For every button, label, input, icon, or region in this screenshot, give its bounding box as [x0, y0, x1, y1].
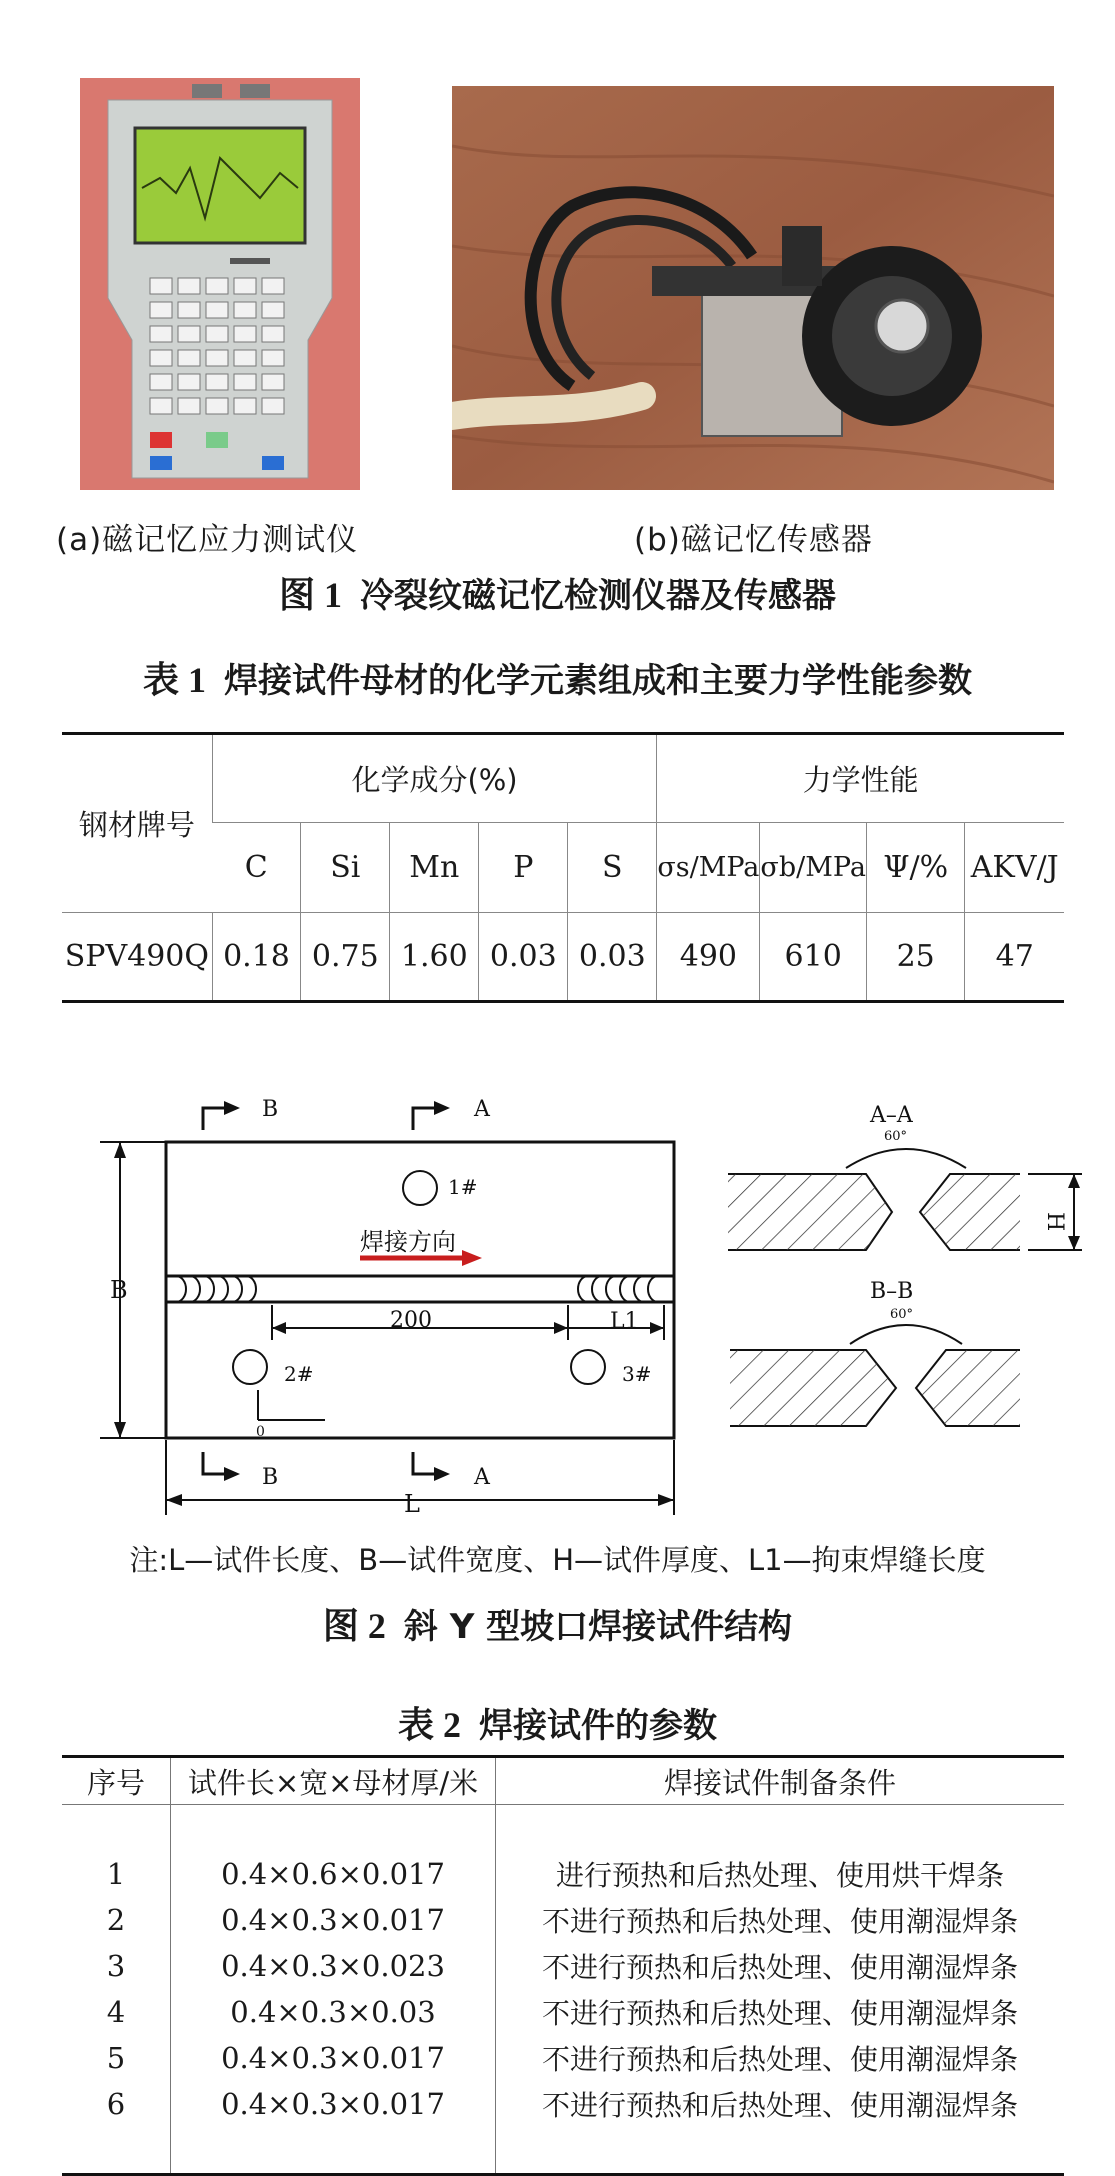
fig1-sub-a-caption: (a)磁记忆应力测试仪: [56, 522, 359, 558]
t2-no: 5: [106, 2041, 126, 2075]
label-section-aa: A–A: [870, 1103, 913, 1128]
fig2-number: 图 2: [322, 1606, 386, 1646]
table1: [62, 732, 1064, 1003]
fig1-number: 图 1: [278, 575, 342, 615]
label-a-bottom: A: [474, 1465, 490, 1490]
label-angle-bb: 60°: [890, 1307, 914, 1322]
table2-number: 表 2: [397, 1705, 461, 1745]
t1-cell: 0.18: [212, 913, 301, 1002]
t1-col-p: P: [479, 823, 568, 913]
label-dim-200: 200: [390, 1308, 432, 1333]
t2-size: 0.4×0.6×0.017: [171, 1851, 496, 1897]
t2-header-no: 序号: [62, 1757, 171, 1805]
t1-col-sigma-s: σs/MPa: [657, 823, 760, 913]
t2-condition: 不进行预热和后热处理、使用潮湿焊条: [496, 2081, 1065, 2127]
table-row: [62, 1943, 1064, 1989]
fig2-note: 注:L—试件长度、B—试件宽度、H—试件厚度、L1—拘束焊缝长度: [129, 1543, 986, 1577]
table-row: [62, 1851, 1064, 1897]
t2-size: 0.4×0.3×0.017: [171, 1897, 496, 1943]
t1-col-c: C: [212, 823, 301, 913]
fig2-title: [0, 1598, 1115, 1649]
t2-no: 1: [106, 1857, 126, 1891]
t2-header-size: 试件长×宽×母材厚/米: [171, 1757, 496, 1805]
t1-header-mech: 力学性能: [657, 734, 1064, 823]
table2-title-text: 焊接试件的参数: [479, 1706, 717, 1746]
t1-cell: 1.60: [390, 913, 479, 1002]
t1-header-material: 钢材牌号: [62, 734, 212, 913]
t2-condition: 不进行预热和后热处理、使用潮湿焊条: [496, 2035, 1065, 2081]
t1-material: SPV490Q: [62, 913, 212, 1002]
t1-cell: 490: [657, 913, 760, 1002]
label-weld-direction: 焊接方向: [360, 1228, 456, 1256]
table-row: [62, 1897, 1064, 1943]
t1-cell: 47: [965, 913, 1064, 1002]
t1-col-psi: Ψ/%: [866, 823, 964, 913]
t1-cell: 610: [760, 913, 867, 1002]
label-b-width: B: [110, 1276, 128, 1304]
label-h-thickness: H: [1042, 1212, 1067, 1232]
t1-col-si: Si: [301, 823, 390, 913]
table2-title: [0, 1697, 1115, 1748]
label-angle-aa: 60°: [884, 1129, 908, 1144]
t1-col-sigma-b: σb/MPa: [760, 823, 867, 913]
t1-cell: 0.75: [301, 913, 390, 1002]
fig1-title: [0, 567, 1115, 618]
label-a-top: A: [474, 1097, 490, 1122]
t1-cell: 25: [866, 913, 964, 1002]
t2-size: 0.4×0.3×0.017: [171, 2035, 496, 2081]
table-row: [62, 2081, 1064, 2127]
fig1-sub-b-caption: (b)磁记忆传感器: [634, 522, 873, 558]
label-hole-1: 1#: [448, 1175, 478, 1199]
t2-no: 3: [106, 1949, 126, 1983]
label-b-bottom: B: [262, 1465, 279, 1490]
sensor-photo: [452, 86, 1054, 490]
t1-cell: 0.03: [568, 913, 657, 1002]
t2-condition: 不进行预热和后热处理、使用潮湿焊条: [496, 1897, 1065, 1943]
tester-photo: [80, 78, 360, 490]
fig2-title-text: 斜 Y 型坡口焊接试件结构: [403, 1607, 793, 1647]
label-l1: L1: [610, 1309, 639, 1334]
t2-size: 0.4×0.3×0.023: [171, 1943, 496, 1989]
t2-condition: 不进行预热和后热处理、使用潮湿焊条: [496, 1989, 1065, 2035]
t2-no: 2: [106, 1903, 126, 1937]
t2-size: 0.4×0.3×0.03: [171, 1989, 496, 2035]
table-row: [62, 2035, 1064, 2081]
t2-condition: 不进行预热和后热处理、使用潮湿焊条: [496, 1943, 1065, 1989]
t1-col-mn: Mn: [390, 823, 479, 913]
t2-no: 4: [106, 1995, 126, 2029]
table2: [62, 1755, 1064, 2176]
fig1-title-text: 冷裂纹磁记忆检测仪器及传感器: [360, 576, 836, 616]
label-section-bb: B–B: [870, 1279, 914, 1304]
t1-col-s: S: [568, 823, 657, 913]
table-row: [62, 1989, 1064, 2035]
t1-col-akv: AKV/J: [965, 823, 1064, 913]
label-hole-2: 2#: [284, 1362, 314, 1386]
table1-title-text: 焊接试件母材的化学元素组成和主要力学性能参数: [224, 661, 972, 701]
t1-header-chem: 化学成分(%): [212, 734, 657, 823]
label-hole-3: 3#: [622, 1362, 652, 1386]
t2-condition: 进行预热和后热处理、使用烘干焊条: [496, 1851, 1065, 1897]
t2-header-condition: 焊接试件制备条件: [496, 1757, 1065, 1805]
t2-no: 6: [106, 2087, 126, 2121]
t1-cell: 0.03: [479, 913, 568, 1002]
specimen-diagram: [0, 1080, 1115, 1530]
label-l-length: L: [404, 1490, 420, 1518]
table1-title: [0, 652, 1115, 703]
label-zero: 0: [256, 1424, 265, 1440]
label-b-top: B: [262, 1097, 279, 1122]
t2-size: 0.4×0.3×0.017: [171, 2081, 496, 2127]
table1-number: 表 1: [142, 660, 206, 700]
